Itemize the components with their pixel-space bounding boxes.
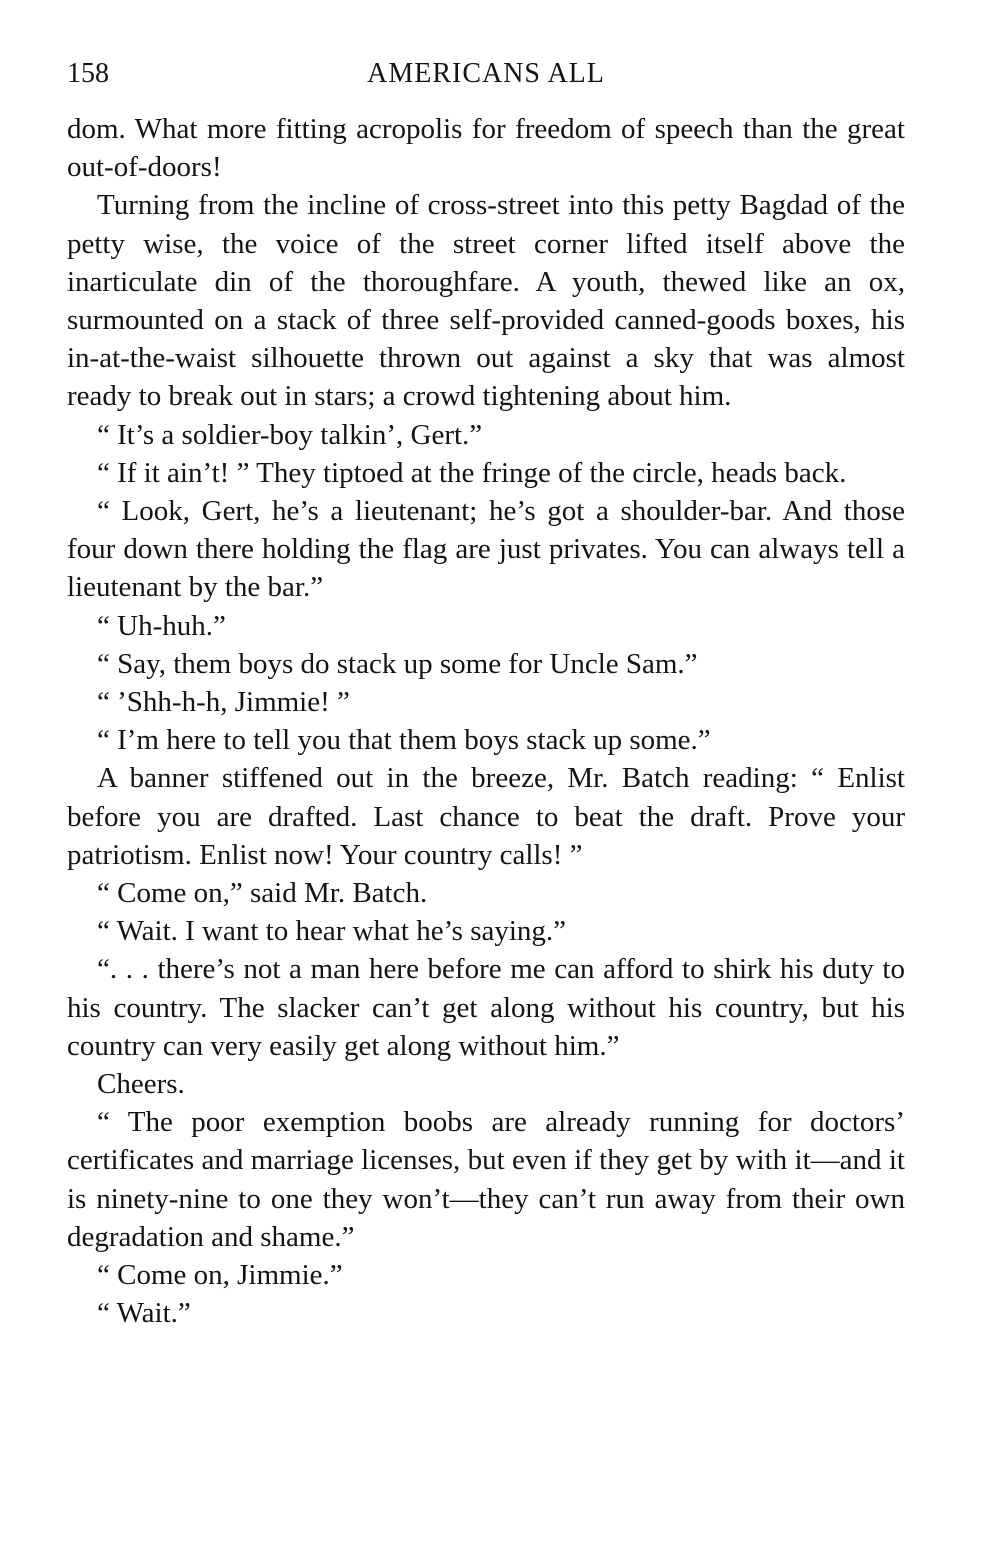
paragraph: “ The poor exemption boobs are already running for doctors’ certificates and marriage licenses, but even if they get by with it—and it is ninety-nine to one they won’t—they can’t run away from their own degradation and shame.” (67, 1106, 905, 1253)
paragraph: “ It’s a soldier-boy talkin’, Gert.” (97, 418, 483, 451)
paragraph: “ ’Shh-h-h, Jimmie! ” (97, 686, 350, 719)
paragraph: “ Uh-huh.” (97, 609, 226, 642)
paragraph: “ Come on, Jimmie.” (97, 1259, 343, 1292)
book-page (67, 54, 905, 1333)
paragraph: Cheers. (97, 1068, 185, 1101)
paragraph: “ Wait. I want to hear what he’s saying.” (97, 915, 567, 948)
paragraph: “ Wait.” (97, 1297, 191, 1330)
paragraph: “. . . there’s not a man here before me can afford to shirk his duty to his country. The slacker can’t get along without his country, but his country can very easily get along without him.” (67, 953, 905, 1062)
page-number: 158 (67, 58, 109, 89)
paragraph: “ I’m here to tell you that them boys stack up some.” (97, 724, 711, 757)
paragraph: “ If it ain’t! ” They tiptoed at the fringe of the circle, heads back. (97, 456, 847, 489)
paragraph: Turning from the incline of cross-street into this petty Bagdad of the petty wise, the voice of the street corner lifted itself above the inarticulate din of the thoroughfare. A youth, thewed like an ox, surmounted on a stack of three self-provided canned-goods boxes, his in-at-the-waist silhouette thrown out against a sky that was almost ready to break out in stars; a crowd tightening about him. (67, 189, 905, 413)
running-title: AMERICANS ALL (367, 58, 605, 89)
paragraph: “ Come on,” said Mr. Batch. (97, 877, 428, 910)
paragraph: A banner stiffened out in the breeze, Mr. Batch reading: “ Enlist before you are drafted. Last chance to beat the draft. Prove your patriotism. Enlist now! Your country calls! ” (67, 762, 905, 871)
body-text (67, 110, 905, 1333)
paragraph: “ Look, Gert, he’s a lieutenant; he’s got a shoulder-bar. And those four down there holding the flag are just privates. You can always tell a lieutenant by the bar.” (67, 495, 905, 604)
paragraph: dom. What more fitting acropolis for freedom of speech than the great out-of-doors! (67, 113, 905, 184)
paragraph: “ Say, them boys do stack up some for Uncle Sam.” (97, 647, 698, 680)
running-head (67, 54, 905, 94)
